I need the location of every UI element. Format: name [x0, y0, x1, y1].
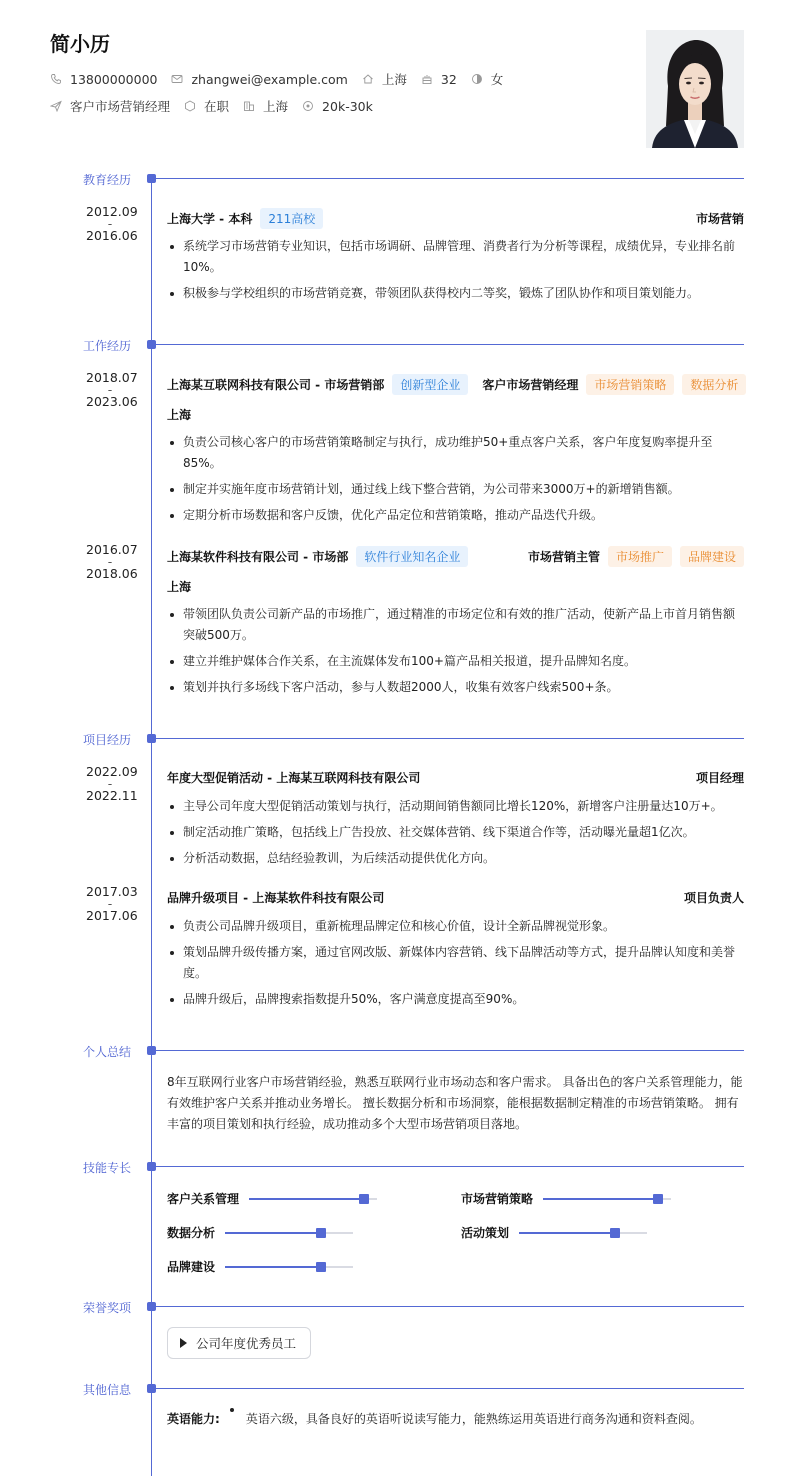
list-item: 制定活动推广策略，包括线上广告投放、社交媒体营销、线下渠道合作等，活动曝光量超1亿次。 — [167, 822, 744, 843]
date-end: 2023.06 — [86, 394, 138, 409]
bullet-dot — [230, 1408, 234, 1412]
section-marker — [147, 174, 156, 183]
list-item: 负责公司核心客户的市场营销策略制定与执行，成功维护50+重点客户关系，客户年度复购率提升至85%。 — [167, 432, 744, 474]
skill-fill — [225, 1232, 321, 1234]
other-label: 英语能力: — [167, 1412, 220, 1426]
date-dash: - — [107, 382, 113, 397]
section-divider — [156, 1388, 744, 1389]
resume-name: 简小历 — [50, 32, 110, 56]
hometown-info — [362, 70, 407, 88]
section-divider — [156, 1166, 744, 1167]
role-tag: 市场营销策略 — [586, 374, 674, 395]
date-dash: - — [107, 554, 113, 569]
role-tag: 数据分析 — [682, 374, 746, 395]
age-info — [421, 72, 457, 87]
skill-name: 品牌建设 — [167, 1260, 216, 1274]
work-entry-header — [167, 546, 744, 567]
skill-knob — [359, 1194, 369, 1204]
date-dash: - — [107, 896, 113, 911]
section-divider — [156, 738, 744, 739]
job-intent-row — [50, 97, 387, 115]
section-marker — [147, 1046, 156, 1055]
date-end: 2018.06 — [86, 566, 138, 581]
skill-knob — [653, 1194, 663, 1204]
status-info — [184, 97, 229, 115]
contact-row — [50, 70, 517, 88]
project-entry-header — [167, 889, 744, 906]
work-bullets — [167, 432, 744, 531]
skill-item — [167, 1190, 377, 1207]
job-role: 客户市场营销经理 — [482, 378, 579, 392]
award-chip[interactable] — [167, 1327, 311, 1359]
section-marker — [147, 1162, 156, 1171]
education-bullets — [167, 236, 744, 309]
building-icon — [243, 100, 255, 112]
timeline-line — [151, 178, 152, 1476]
section-divider — [156, 344, 744, 345]
date-start: 2012.09 — [86, 204, 138, 219]
email-info — [171, 72, 347, 87]
list-item: 策划品牌升级传播方案，通过官网改版、新媒体内容营销、线下品牌活动等方式，提升品牌认知度和美誉度。 — [167, 942, 744, 984]
section-divider — [156, 1050, 744, 1051]
education-entry-header — [167, 208, 744, 229]
gender-icon — [471, 73, 483, 85]
date-end: 2022.11 — [86, 788, 138, 803]
project-name: 年度大型促销活动 - 上海某互联网科技有限公司 — [167, 771, 421, 785]
list-item: 系统学习市场营销专业知识，包括市场调研、品牌管理、消费者行为分析等课程，成绩优异，专业排名前10%。 — [167, 236, 744, 278]
company-name: 上海某软件科技有限公司 - 市场部 — [167, 550, 349, 564]
date-range — [86, 204, 138, 243]
profile-photo — [646, 30, 744, 148]
section-divider — [156, 178, 744, 179]
section-marker — [147, 734, 156, 743]
skill-bar — [225, 1266, 353, 1268]
school-tag: 211高校 — [260, 208, 323, 229]
skill-name: 活动策划 — [461, 1226, 510, 1240]
company-tag: 创新型企业 — [392, 374, 468, 395]
work-city: 上海 — [167, 408, 192, 422]
section-divider — [156, 1306, 744, 1307]
skill-fill — [543, 1198, 658, 1200]
date-start: 2022.09 — [86, 764, 138, 779]
work-entry-header — [167, 374, 744, 395]
send-icon — [50, 100, 62, 112]
skill-item — [167, 1224, 353, 1241]
list-item: 定期分析市场数据和客户反馈，优化产品定位和营销策略，推动产品迭代升级。 — [167, 505, 744, 526]
skill-bar — [225, 1232, 353, 1234]
position-info — [50, 97, 170, 115]
list-item: 分析活动数据，总结经验教训，为后续活动提供优化方向。 — [167, 848, 744, 869]
award-label: 公司年度优秀员工 — [196, 1336, 297, 1351]
other-info — [167, 1410, 702, 1427]
position-text: 客户市场营销经理 — [70, 99, 171, 114]
skill-bar — [519, 1232, 647, 1234]
age-text: 32 — [440, 71, 457, 87]
skill-item — [461, 1190, 671, 1207]
skill-fill — [225, 1266, 321, 1268]
date-start: 2016.07 — [86, 542, 138, 557]
project-entry-header — [167, 769, 744, 786]
skill-bar — [249, 1198, 377, 1200]
section-title-awards: 荣誉奖项 — [83, 1301, 132, 1315]
salary-icon — [302, 100, 314, 112]
company-name: 上海某互联网科技有限公司 - 市场营销部 — [167, 378, 385, 392]
city-info — [243, 97, 288, 115]
project-role: 项目经理 — [695, 771, 744, 785]
play-triangle-icon — [180, 1338, 187, 1348]
status-icon — [184, 100, 196, 112]
school-name: 上海大学 - 本科 — [167, 212, 253, 226]
date-dash: - — [107, 216, 113, 231]
date-range — [86, 542, 138, 581]
list-item: 主导公司年度大型促销活动策划与执行，活动期间销售额同比增长120%，新增客户注册量达10万+。 — [167, 796, 744, 817]
section-title-other: 其他信息 — [83, 1383, 132, 1397]
city-text: 上海 — [263, 99, 289, 114]
gender-text: 女 — [490, 72, 504, 87]
project-bullets — [167, 796, 744, 874]
section-title-projects: 项目经历 — [83, 733, 132, 747]
section-marker — [147, 1384, 156, 1393]
skill-name: 数据分析 — [167, 1226, 216, 1240]
gender-info — [471, 70, 504, 88]
phone-text: 13800000000 — [70, 71, 158, 87]
list-item: 建立并维护媒体合作关系，在主流媒体发布100+篇产品相关报道，提升品牌知名度。 — [167, 651, 744, 672]
list-item: 策划并执行多场线下客户活动，参与人数超2000人，收集有效客户线索500+条。 — [167, 677, 744, 698]
section-title-work: 工作经历 — [83, 339, 132, 353]
skill-knob — [610, 1228, 620, 1238]
date-range — [86, 764, 138, 803]
project-name: 品牌升级项目 - 上海某软件科技有限公司 — [167, 891, 385, 905]
phone-icon — [50, 73, 62, 85]
section-title-summary: 个人总结 — [83, 1045, 132, 1059]
skill-fill — [519, 1232, 615, 1234]
skill-bar — [543, 1198, 671, 1200]
section-marker — [147, 340, 156, 349]
project-role: 项目负责人 — [683, 891, 744, 905]
avatar — [646, 30, 744, 148]
section-title-skills: 技能专长 — [83, 1161, 132, 1175]
skill-name: 客户关系管理 — [167, 1192, 240, 1206]
role-tag: 市场推广 — [608, 546, 672, 567]
date-range — [86, 884, 138, 923]
status-text: 在职 — [204, 99, 230, 114]
date-start: 2018.07 — [86, 370, 138, 385]
skill-knob — [316, 1262, 326, 1272]
date-end: 2017.06 — [86, 908, 138, 923]
date-dash: - — [107, 776, 113, 791]
home-icon — [362, 73, 374, 85]
role-tag: 品牌建设 — [680, 546, 744, 567]
skill-fill — [249, 1198, 364, 1200]
work-bullets — [167, 604, 744, 703]
skill-item — [461, 1224, 647, 1241]
work-city: 上海 — [167, 580, 192, 594]
list-item: 品牌升级后，品牌搜索指数提升50%，客户满意度提高至90%。 — [167, 989, 744, 1010]
job-role: 市场营销主管 — [527, 550, 600, 564]
phone-info — [50, 72, 157, 87]
project-bullets — [167, 916, 744, 1015]
other-text: 英语六级，具备良好的英语听说读写能力，能熟练运用英语进行商务沟通和资料查阅。 — [245, 1412, 702, 1426]
list-item: 制定并实施年度市场营销计划，通过线上线下整合营销，为公司带来3000万+的新增销售额。 — [167, 479, 744, 500]
skill-name: 市场营销策略 — [461, 1192, 534, 1206]
list-item: 积极参与学校组织的市场营销竞赛，带领团队获得校内二等奖，锻炼了团队协作和项目策划能力。 — [167, 283, 744, 304]
date-end: 2016.06 — [86, 228, 138, 243]
salary-info — [302, 99, 373, 114]
email-text: zhangwei@example.com — [191, 71, 348, 87]
date-start: 2017.03 — [86, 884, 138, 899]
salary-text: 20k-30k — [322, 98, 373, 114]
skill-item — [167, 1258, 353, 1275]
age-icon — [421, 73, 433, 85]
summary-text: 8年互联网行业客户市场营销经验，熟悉互联网行业市场动态和客户需求。 具备出色的客户关系管理能力，能有效维护客户关系并推动业务增长。 擅长数据分析和市场洞察，能根据数据制定精准的市场营销策略。 拥有丰富的项目策划和执行经验，成功推动多个大型市场营销项目落地。 — [167, 1075, 743, 1131]
section-title-education: 教育经历 — [83, 173, 132, 187]
list-item: 负责公司品牌升级项目，重新梳理品牌定位和核心价值，设计全新品牌视觉形象。 — [167, 916, 744, 937]
major-name: 市场营销 — [695, 212, 744, 226]
date-range — [86, 370, 138, 409]
mail-icon — [171, 73, 183, 85]
skill-knob — [316, 1228, 326, 1238]
section-marker — [147, 1302, 156, 1311]
company-tag: 软件行业知名企业 — [356, 546, 468, 567]
list-item: 带领团队负责公司新产品的市场推广，通过精准的市场定位和有效的推广活动，使新产品上市首月销售额突破500万。 — [167, 604, 744, 646]
hometown-text: 上海 — [381, 72, 407, 87]
